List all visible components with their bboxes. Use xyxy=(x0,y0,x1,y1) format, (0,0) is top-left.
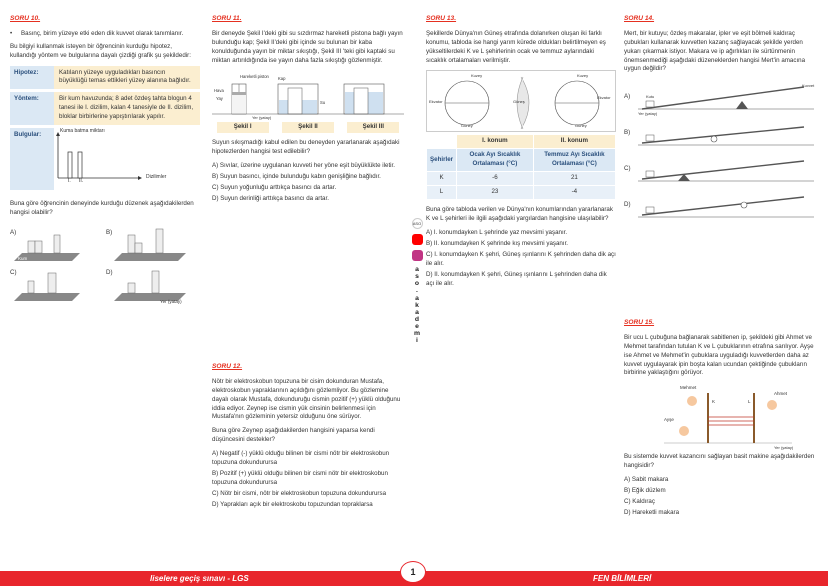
figure-3-container xyxy=(344,84,384,114)
option-d[interactable]: D) Yaprakları açık bir elektroskobu topuzundan topraklarsa xyxy=(212,501,373,509)
option-a[interactable]: A) Sabit makara xyxy=(624,476,669,484)
equator-label-1: Ekvator xyxy=(429,99,443,105)
findings-bar-chart xyxy=(54,128,194,188)
findings-row xyxy=(10,128,200,190)
option-a-label[interactable]: A) xyxy=(10,229,17,237)
question-11-question: Suyun sıkışmadığı kabul edilen bu deneyden yararlanarak aşağıdaki hipotezlerden hangisi test edilebilir? xyxy=(212,139,400,156)
question-10 xyxy=(10,14,200,303)
brand-sidebar xyxy=(410,218,424,344)
footer-left-text: liselere geçiş sınavı - LGS xyxy=(150,574,249,583)
question-10-title: SORU 10. xyxy=(10,15,41,22)
question-15-options xyxy=(624,476,820,518)
question-12-question: Buna göre Zeynep aşağıdakilerden hangisini yaparsa kendi düşüncesini destekler? xyxy=(212,427,375,444)
figure-labels xyxy=(212,122,404,133)
fig-kum-label: Kum xyxy=(18,256,28,262)
question-15 xyxy=(624,318,820,520)
option-d[interactable]: D) Suyun derinliği arttıkça basıncı da artar. xyxy=(212,195,329,203)
question-11-title: SORU 11. xyxy=(212,15,242,22)
chart-y-label: Kuma batma miktarı xyxy=(60,128,105,135)
instagram-icon[interactable] xyxy=(412,250,423,261)
earth-figure xyxy=(426,70,616,132)
question-12-text: Nötr bir elektroskobun topuzuna bir cisim dokunduran Mustafa, elektroskobun yapraklarının açıldığını gözlemliyor. Bu gözlemine dayalı olarak Mustafa, dokunduruğu cismin pozitif (+) yüklü olduğunu iddia ediyor. Zeynep ise cismin yük cinsinin belirlenmesi için Mustafa'nın gözleminin yetersiz olduğunu öne sürüyor. xyxy=(212,377,401,421)
question-11 xyxy=(212,14,404,206)
option-a-label[interactable]: A) xyxy=(624,93,631,101)
lever-illustrations xyxy=(624,79,820,229)
bullet-dot: • xyxy=(10,29,13,37)
option-c[interactable]: C) I. konumdayken K şehri, Güneş ışınlarını K şehrinden daha dik açı ile alır. xyxy=(426,251,616,268)
chart-bar-1 xyxy=(68,152,72,178)
mehmet-label: Mehmet xyxy=(680,385,697,391)
option-c-label[interactable]: C) xyxy=(10,269,17,277)
question-13-options xyxy=(426,229,616,289)
question-10-text: Buna göre öğrencinin deneyinde kurduğu düzenek aşağıdakilerden hangisi olabilir? xyxy=(10,200,194,217)
piston-figure xyxy=(212,70,404,120)
page-number: 1 xyxy=(400,561,426,583)
option-d-label[interactable]: D) xyxy=(624,201,631,209)
piston-label: Hareketli piston xyxy=(240,74,269,80)
option-b[interactable]: B) II. konumdayken K şehrinde kış mevsimi yaşanır. xyxy=(426,240,569,248)
option-b[interactable]: B) Eğik düzlem xyxy=(624,487,666,495)
option-b[interactable]: B) Suyun basıncı, içinde bulunduğu kabın genişliğine bağlıdır. xyxy=(212,173,381,181)
method-label: Yöntem: xyxy=(10,92,54,125)
k-label: K xyxy=(712,399,716,405)
findings-label: Bulgular: xyxy=(10,128,54,190)
ayse-figure xyxy=(679,426,689,436)
option-c[interactable]: C) Suyun yoğunluğu arttıkça basıncı da artar. xyxy=(212,184,337,192)
sun-label: Güneş xyxy=(513,99,525,105)
box-label: Kutu xyxy=(646,94,655,100)
mehmet-figure xyxy=(687,396,697,406)
question-15-text: Bir ucu L çubuğuna bağlanarak sabitlenen ip, şekildeki gibi Ahmet ve Mehmet tarafından tutulan K ve L çubuklarının etrafına sarılıyor. Ayşe ise Ahmet ve Mehmet'in çubuklara uyguladığı kuvvetlerden daha az kuvvet uygulayarak ipin boşta kalan ucundan çektiğinde çubukların birbirine yaklaştığını görüyor. xyxy=(624,333,814,377)
temperature-table xyxy=(426,134,616,200)
table-header-jan: Ocak Ayı Sıcaklık Ortalaması (°C) xyxy=(457,149,534,172)
option-a[interactable]: A) I. konumdayken L şehrinde yaz mevsimi yaşanır. xyxy=(426,229,568,237)
question-12-options xyxy=(212,450,404,510)
question-15-title: SORU 15. xyxy=(624,319,655,326)
cup-label: Kap xyxy=(278,76,286,82)
lever-d xyxy=(638,197,814,217)
option-d[interactable]: D) Hareketli makara xyxy=(624,509,680,517)
lever-b xyxy=(638,127,814,145)
question-13-text: Şekillerde Dünya'nın Güneş etrafında dolanırken oluşan iki farklı konumu, tabloda ise hangi yarım kürede oldukları belirtilmeyen eş yükseltilerdeki K ve L şehirlerinin ocak ve temmuz aylarındaki sıcaklık ortalamaları verilmiştir. xyxy=(426,29,606,64)
chart-x-label: Dizilimler xyxy=(146,174,167,181)
block-setups-illustration xyxy=(10,223,200,303)
ayse-label: Ayşe xyxy=(664,417,674,423)
hypothesis-text: Katıların yüzeye uyguladıkları basıncın büyüklüğü temas ettikleri yüzey alanına bağlıdır. xyxy=(54,66,200,90)
setup-c xyxy=(14,273,80,301)
question-12 xyxy=(212,362,404,512)
question-14-text: Mert, bir kutuyu; özdeş makaralar, ipler ve eşit bölmeli kaldıraç çubukları kullanarak kuvvetten kazanç sağlayacak şekilde yerden yukarı çıkarmak istiyor. Makara ve ip ağırlıkları ile sürtünmenin önemsenmediği aşağıdaki düzeneklerden hangisi Mert'in amacına uygun değildir? xyxy=(624,29,806,73)
lever-a xyxy=(638,87,814,109)
option-b-label[interactable]: B) xyxy=(624,129,631,137)
option-d[interactable]: D) II. konumdayken K şehri, Güneş ışınlarını L şehrinden daha dik açı ile alır. xyxy=(426,271,607,288)
ground-label: Yer (yatay) xyxy=(252,115,272,121)
ground-label: Yer (yatay) xyxy=(638,111,658,117)
option-c-label[interactable]: C) xyxy=(624,165,631,173)
option-c[interactable]: C) Nötr bir cismi, nötr bir elektroskobun topuzuna dokundurursa xyxy=(212,490,387,498)
question-10-intro: Bu bilgiyi kullanmak isteyen bir öğrencinin kurduğu hipotez, kullandığı yöntem ve bulgularına dayalı çizdiği grafik şu şekildedir: xyxy=(10,42,191,59)
hypothesis-label: Hipotez: xyxy=(10,66,54,90)
south-label-1: Güney xyxy=(461,123,473,129)
sekil-2-label: Şekil II xyxy=(282,122,334,133)
sekil-3-label: Şekil III xyxy=(347,122,399,133)
chart-x-arrow xyxy=(138,176,142,180)
question-13 xyxy=(426,14,616,291)
question-14-title: SORU 14. xyxy=(624,15,655,22)
table-header-jul: Temmuz Ayı Sıcaklık Ortalaması (°C) xyxy=(533,149,615,172)
question-11-options xyxy=(212,162,404,204)
question-15-question: Bu sistemde kuvvet kazancını sağlayan basit makine aşağıdakilerden hangisidir? xyxy=(624,453,815,470)
ahmet-label: Ahmet xyxy=(774,391,788,397)
south-label-2: Güney xyxy=(575,123,587,129)
question-13-title: SORU 13. xyxy=(426,15,457,22)
option-b[interactable]: B) Pozitif (+) yüklü olduğu bilinen bir cismi nötr bir elektroskobun topuzuna dokundurursa xyxy=(212,470,388,487)
option-a[interactable]: A) Negatif (-) yüklü olduğu bilinen bir cismi nötr bir elektroskobun topuzuna dokundurursa xyxy=(212,450,390,467)
konum-2-label: II. konum xyxy=(533,135,615,149)
konum-1-label: I. konum xyxy=(457,135,534,149)
option-c[interactable]: C) Kaldıraç xyxy=(624,498,655,506)
setup-d xyxy=(114,271,186,301)
option-d-label[interactable]: D) xyxy=(106,269,113,277)
spring-label: Yay xyxy=(216,96,223,102)
lever-c xyxy=(638,161,814,181)
findings-chart xyxy=(54,128,200,190)
force-label: Kuvvet xyxy=(802,83,815,89)
north-label-2: Kuzey xyxy=(577,73,589,79)
ahmet-figure xyxy=(767,400,777,410)
question-12-title: SORU 12. xyxy=(212,363,243,370)
question-11-text: Bir deneyde Şekil I'deki gibi su sızdırmaz hareketli pistona bağlı yayın bulunduğu kap; Şekil II'deki gibi içinde su bulunan bir kaba konulduğunda yayın bir miktar sıkıştığı, Şekil III 'teki gibi kaptaki su miktarı artırıldığında ise yayın daha fazla sıkıştığı gözlenmiştir. xyxy=(212,29,403,64)
chart-tick-1: I. xyxy=(68,178,71,185)
table-row: K -6 21 xyxy=(427,172,616,186)
table-row: L 23 -4 xyxy=(427,186,616,200)
fig-yer-label: Yer (yatay) xyxy=(160,299,182,305)
hypothesis-row xyxy=(10,66,200,90)
method-row xyxy=(10,92,200,125)
chart-tick-2: II. xyxy=(79,178,84,185)
option-b-label[interactable]: B) xyxy=(106,229,113,237)
air-label: Hava xyxy=(214,88,224,94)
setup-b xyxy=(114,229,186,261)
sekil-1-label: Şekil I xyxy=(217,122,269,133)
question-14 xyxy=(624,14,820,229)
question-10-bullet: • Basınç, birim yüzeye etki eden dik kuvvet olarak tanımlanır. xyxy=(10,29,184,37)
ground-label: Yer (yatay) xyxy=(774,445,794,451)
footer-right-text: FEN BİLİMLERİ xyxy=(593,574,652,583)
brand-logo-icon: ASO xyxy=(412,218,423,229)
lever-options xyxy=(624,79,820,229)
question-13-question: Buna göre tabloda verilen ve Dünya'nın konumlarından yararlanarak K ve L şehirleri ile ilgili aşağıdaki yargılardan hangisine ulaşılabilir? xyxy=(426,206,613,223)
water-label: Su xyxy=(320,100,326,106)
table-header-city: Şehirler xyxy=(427,149,457,172)
question-10-options xyxy=(10,223,200,303)
method-text: Bir kum havuzunda; 8 adet özdeş tahta blogun 4 tanesi ile I. dizilim, kalan 4 tanesiyle de II. dizilim, bloklar birbirlerine yapıştırılarak yapılır. xyxy=(54,92,200,125)
equator-label-2: Ekvator xyxy=(597,95,611,101)
rope-illustration xyxy=(624,383,820,453)
rope-figure xyxy=(624,383,820,453)
north-label-1: Kuzey xyxy=(471,73,483,79)
figure-2-container xyxy=(278,84,318,114)
l-label: L xyxy=(748,399,751,405)
youtube-icon[interactable] xyxy=(412,234,423,245)
chart-bar-2 xyxy=(78,152,82,178)
brand-text: a s o . a k a d e m i xyxy=(413,266,421,345)
option-a[interactable]: A) Sıvılar, üzerine uygulanan kuvveti her yöne eşit büyüklükte iletir. xyxy=(212,162,395,170)
figure-1-container xyxy=(232,84,246,114)
